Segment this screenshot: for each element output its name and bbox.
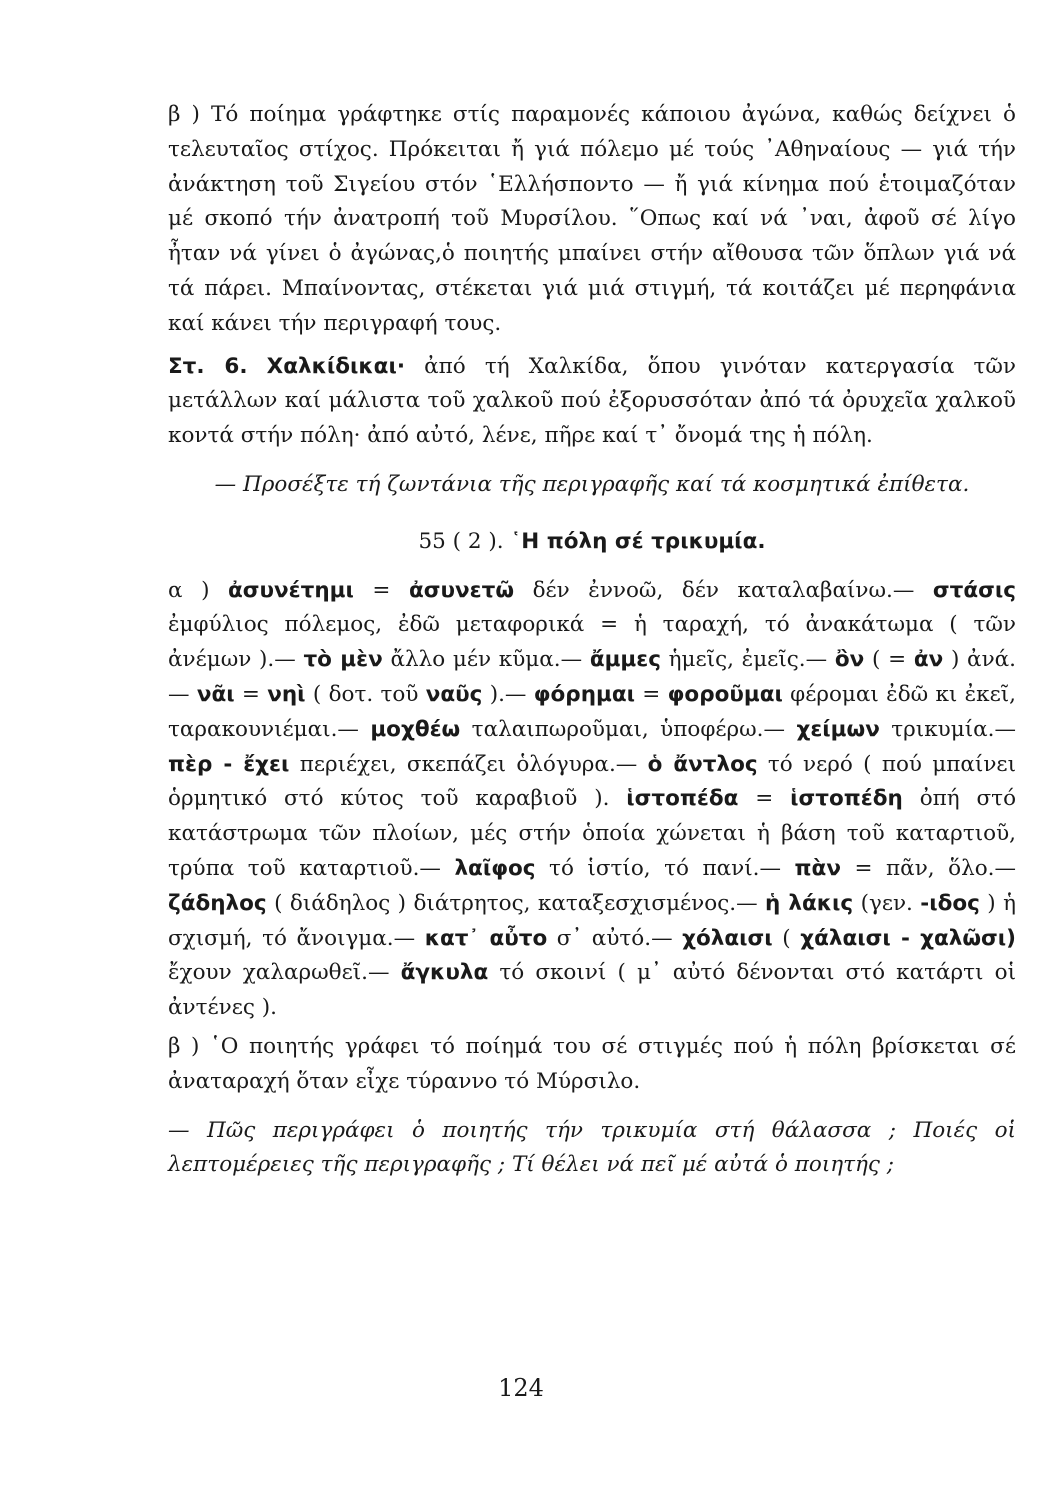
gloss-term: ἡ λάκις	[765, 890, 854, 916]
gloss-text: (	[772, 925, 801, 951]
spacer	[168, 342, 1016, 350]
section-title: ῾Η πόλη σέ τρικυμία.	[510, 528, 766, 554]
gloss-text: ὀπή στό κατάστρωμα τῶν πλοίων, μές στήν ὁποία χώνεται ἡ βάση τοῦ καταρτιοῦ, τρύπα τοῦ καταρτιοῦ.—	[168, 786, 1017, 881]
paragraph-glossary	[168, 574, 1016, 1026]
gloss-text: ) ἀνά.—	[168, 647, 1016, 707]
gloss-text: δέν ἐννοῶ, δέν καταλαβαίνω.—	[514, 577, 933, 603]
gloss-term: ναῦς	[425, 681, 483, 707]
gloss-term: πὲρ - ἔχει	[168, 751, 290, 777]
gloss-text: (γεν.	[853, 890, 921, 916]
gloss-text: ἄλλο μέν κῦμα.—	[382, 647, 590, 673]
gloss-term: λαῖφος	[454, 855, 536, 881]
gloss-term: φόρημαι	[533, 681, 635, 707]
gloss-text: ἡμεῖς, ἐμεῖς.—	[660, 647, 835, 673]
gloss-text: =	[353, 577, 409, 603]
verse-gloss: ἀπό τή Χαλκίδα, ὅπου γινόταν κατεργασία τῶν μετάλλων καί μάλιστα τοῦ χαλκοῦ πού ἐξορυσσόταν ἀπό τά ὀρυχεῖα χαλκοῦ κοντά στήν πόλη· ἀπό αὐτό, λένε, πῆρε καί τ᾿ ὄνομά της ἡ πόλη.	[168, 353, 1016, 449]
gloss-term: φοροῦμαι	[667, 681, 783, 707]
gloss-text: περιέχει, σκεπάζει ὁλόγυρα.—	[289, 751, 648, 777]
gloss-term: κατ᾿ αὖτο	[424, 925, 548, 951]
gloss-term: τὸ μὲν	[303, 647, 383, 673]
gloss-text: ).—	[482, 681, 534, 707]
gloss-term: ἀσυνετῶ	[408, 577, 515, 603]
gloss-term: ὂν	[834, 647, 865, 673]
gloss-text: τό σκοινί ( μ᾿ αὐτό δένονται στό κατάρτι οἱ ἀντένες ).	[168, 960, 1016, 1021]
gloss-text: =	[234, 681, 268, 707]
gloss-term: χάλαισι - χαλῶσι)	[800, 925, 1016, 951]
gloss-term: μοχθέω	[370, 716, 461, 742]
gloss-text: ( δοτ. τοῦ	[305, 681, 426, 707]
note-questions: — Πῶς περιγράφει ὁ ποιητής τήν τρικυμία στή θάλασσα ; Ποιές οἱ λεπτομέρειες τῆς περιγραφῆς ; Τί θέλει νά πεῖ μέ αὐτά ὁ ποιητής ;	[168, 1117, 1016, 1178]
gloss-term: πὰν	[794, 855, 841, 881]
gloss-term: νηὶ	[267, 681, 306, 707]
gloss-term: νᾶι	[196, 681, 235, 707]
page-body	[168, 98, 1016, 1183]
gloss-text: τό ἱστίο, τό πανί.—	[535, 855, 795, 881]
gloss-text: = πᾶν, ὅλο.—	[840, 855, 1016, 881]
gloss-text: ( διάδηλος ) διάτρητος, καταξεσχισμένος.—	[266, 890, 765, 916]
paragraph-verse-6	[168, 350, 1016, 454]
page-number: 124	[498, 1374, 544, 1402]
gloss-text: τό νερό ( πού μπαίνει ὁρμητικό στό κύτος τοῦ καραβιοῦ ).	[168, 751, 1016, 812]
gloss-text: τρικυμία.—	[879, 716, 1017, 742]
section-number: 55 ( 2 ).	[418, 528, 504, 554]
gloss-text: α )	[168, 577, 228, 603]
verse-label: Στ. 6.	[168, 353, 248, 379]
gloss-term: στάσις	[932, 577, 1016, 603]
gloss-text: ) ἡ σχισμή, τό ἄνοιγμα.—	[168, 890, 1016, 951]
gloss-term: ἀσυνέτημι	[228, 577, 354, 603]
gloss-text: σ᾿ αὐτό.—	[547, 925, 683, 951]
gloss-term: χόλαισι	[682, 925, 773, 951]
gloss-term: ἄμμες	[589, 647, 661, 673]
gloss-term: ἱστοπέδη	[790, 786, 903, 812]
gloss-text: =	[738, 786, 791, 812]
gloss-term: ὁ ἄντλος	[647, 751, 758, 777]
note-attention: — Προσέξτε τή ζωντάνια τῆς περιγραφῆς καί τά κοσμητικά ἐπίθετα.	[214, 471, 970, 497]
gloss-term: χείμων	[796, 716, 880, 742]
gloss-text: ταλαιπωροῦμαι, ὑποφέρω.—	[460, 716, 797, 742]
gloss-term: ἀν	[913, 647, 944, 673]
gloss-text: φέρομαι ἐδῶ κι ἐκεῖ, ταρακουνιέμαι.—	[168, 681, 1017, 742]
gloss-term: ζάδηλος	[168, 890, 267, 916]
gloss-text: ( =	[864, 647, 914, 673]
section-heading	[168, 525, 1016, 560]
gloss-term: -ιδος	[920, 890, 980, 916]
gloss-text: =	[634, 681, 668, 707]
gloss-term: ἱστοπέδα	[626, 786, 739, 812]
verse-term: Χαλκίδικαι·	[266, 353, 405, 379]
paragraph-beta-1: β ) Τό ποίημα γράφτηκε στίς παραμονές κάποιου ἀγώνα, καθώς δείχνει ὁ τελευταῖος στίχος. Πρόκειται ἤ γιά πόλεμο μέ τούς ᾿Αθηναίους — γιά τήν ἀνάκτηση τοῦ Σιγείου στόν ῾Ελλήσποντο — ἤ γιά κίνημα πού ἑτοιμαζόταν μέ σκοπό τήν ἀνατροπή τοῦ Μυρσίλου. ῞Οπως καί νά ᾿ναι, ἀφοῦ σέ λίγο ἦταν νά γίνει ὁ ἀγώνας,ὁ ποιητής μπαίνει στήν αἴθουσα τῶν ὅπλων γιά νά τά πάρει. Μπαίνοντας, στέκεται γιά μιά στιγμή, τά κοιτάζει μέ περηφάνια καί κάνει τήν περιγραφή τους.	[168, 102, 1016, 336]
gloss-text: ἔχουν χαλαρωθεῖ.—	[168, 960, 401, 986]
gloss-text: ἐμφύλιος πόλεμος, ἐδῶ μεταφορικά = ἡ ταραχή, τό ἀνακάτωμα ( τῶν ἀνέμων ).—	[168, 612, 1016, 673]
gloss-term: ἄγκυλα	[400, 960, 489, 986]
paragraph-beta-2: β ) ῾Ο ποιητής γράφει τό ποίημά του σέ στιγμές πού ἡ πόλη βρίσκεται σέ ἀναταραχή ὅταν εἶχε τύραννο τό Μύρσιλο.	[168, 1033, 1016, 1094]
